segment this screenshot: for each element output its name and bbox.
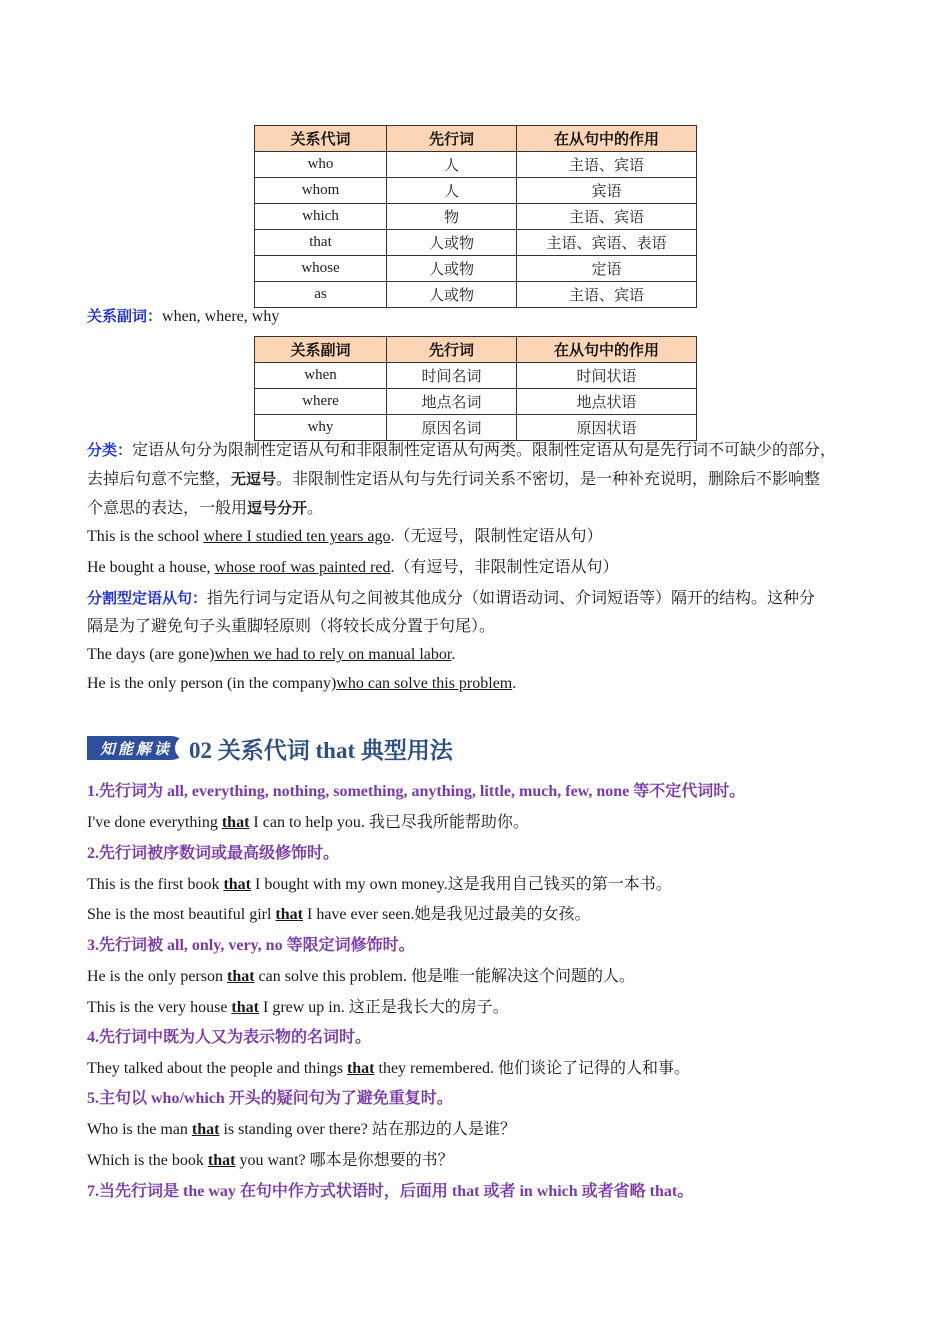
- text: I bought with my own money.这是我用自己钱买的第一本书。: [251, 876, 672, 893]
- table-cell: that: [255, 230, 387, 256]
- rule-heading: 4.先行词中既为人又为表示物的名词时。: [87, 1029, 372, 1046]
- text: He bought a house,: [87, 559, 215, 576]
- table-cell: 原因名词: [387, 415, 517, 441]
- table-cell: 人或物: [387, 256, 517, 282]
- text: 指先行词与定语从句之间被其他成分（如谓语动词、介词短语等）隔开的结构。这种分: [207, 590, 816, 607]
- header-cell: 先行词: [387, 337, 517, 363]
- text: is standing over there? 站在那边的人是谁？: [219, 1121, 516, 1138]
- header-cell: 在从句中的作用: [517, 126, 697, 152]
- rule-example: [87, 905, 590, 925]
- text: He is the only person (in the company): [87, 675, 337, 692]
- rule-heading: 7.当先行词是 the way 在句中作方式状语时，后面用 that 或者 in which 或者省略 that。: [87, 1183, 694, 1200]
- table-row: [255, 178, 697, 204]
- table-cell: when: [255, 363, 387, 389]
- table-cell: where: [255, 389, 387, 415]
- rule-example: [87, 998, 509, 1018]
- header-cell: 先行词: [387, 126, 517, 152]
- rule-example: [87, 1151, 454, 1171]
- underlined-clause: where I studied ten years ago: [203, 528, 391, 545]
- text: They talked about the people and things: [87, 1060, 347, 1077]
- badge-label: 知能解读: [99, 739, 172, 758]
- table-cell: 原因状语: [517, 415, 697, 441]
- header-cell: 关系副词: [255, 337, 387, 363]
- that-keyword: that: [223, 876, 251, 893]
- table-cell: 时间状语: [517, 363, 697, 389]
- rule-heading: 1.先行词为 all, everything, nothing, something, anything, little, much, few, none 等不定代词时。: [87, 783, 746, 800]
- that-keyword: that: [207, 1152, 236, 1169]
- classification-line-1: [87, 440, 836, 461]
- that-keyword: that: [226, 968, 255, 985]
- rule-heading: 3.先行词被 all, only, very, no 等限定词修饰时。: [87, 937, 415, 954]
- table-cell: 地点状语: [517, 389, 697, 415]
- table-row: [255, 230, 697, 256]
- text: 隔是为了避免句子头重脚轻原则（将较长成分置于句尾）。: [87, 618, 496, 635]
- classification-line-2: [87, 469, 820, 490]
- text: Which is the book: [87, 1152, 208, 1169]
- table-cell: 定语: [517, 256, 697, 282]
- table-row: [255, 256, 697, 282]
- rule-example: [87, 1059, 690, 1079]
- text: This is the very house: [87, 999, 232, 1016]
- table-cell: 时间名词: [387, 363, 517, 389]
- table-cell: who: [255, 152, 387, 178]
- split-clause-example-2: [87, 674, 516, 694]
- text: you want? 哪本是你想要的书？: [235, 1152, 454, 1169]
- table-cell: whom: [255, 178, 387, 204]
- text: He is the only person: [87, 968, 227, 985]
- text: I can to help you. 我已尽我所能帮助你。: [249, 814, 529, 831]
- text: 。非限制性定语从句与先行词关系不密切，是一种补充说明，删除后不影响整: [276, 471, 821, 488]
- classification-label: 分类：: [87, 441, 133, 459]
- rule-heading: 2.先行词被序数词或最高级修饰时。: [87, 845, 340, 862]
- split-clause-example-1: [87, 645, 455, 665]
- table-row: [255, 415, 697, 441]
- table-row: [255, 282, 697, 308]
- table-cell: 宾语: [517, 178, 697, 204]
- section-title: 02 关系代词 that 典型用法: [189, 737, 453, 763]
- rule-example: [87, 1120, 516, 1140]
- text: Who is the man: [87, 1121, 192, 1138]
- split-clause-label: 分割型定语从句：: [87, 589, 208, 607]
- text: 。: [307, 500, 324, 517]
- text: I grew up in. 这正是我长大的房子。: [258, 999, 509, 1016]
- table-cell: 主语、宾语: [517, 204, 697, 230]
- split-clause-line-1: [87, 588, 815, 609]
- table-row: [255, 204, 697, 230]
- table-cell: as: [255, 282, 387, 308]
- underlined-clause: whose roof was painted red: [214, 559, 391, 576]
- table-header-row: [255, 126, 697, 152]
- underlined-clause: who can solve this problem: [336, 675, 513, 692]
- table-header-row: [255, 337, 697, 363]
- text: .: [512, 675, 517, 692]
- table-cell: 人: [387, 152, 517, 178]
- table-row: [255, 363, 697, 389]
- text: 个意思的表达，一般用: [87, 500, 248, 517]
- text: .: [451, 646, 456, 663]
- table-row: [255, 152, 697, 178]
- text: She is the most beautiful girl: [87, 906, 276, 923]
- table-cell: 人或物: [387, 230, 517, 256]
- classification-text: 定语从句分为限制性定语从句和非限制性定语从句两类。限制性定语从句是先行词不可缺少的部分，: [132, 442, 837, 459]
- rule-example: [87, 875, 672, 895]
- text: 去掉后句意不完整，: [87, 471, 232, 488]
- adverbs-text: when, where, why: [162, 308, 280, 325]
- section-badge: [87, 736, 185, 760]
- text: This is the first book: [87, 876, 224, 893]
- bold-text: 逗号分开: [247, 499, 308, 517]
- table-cell: 主语、宾语、表语: [517, 230, 697, 256]
- rule-example: [87, 813, 529, 833]
- text: This is the school: [87, 528, 204, 545]
- text: can solve this problem. 他是唯一能解决这个问题的人。: [254, 968, 635, 985]
- text: .（有逗号，非限制性定语从句）: [390, 559, 619, 576]
- table-cell: 物: [387, 204, 517, 230]
- badge-notch-icon: [175, 736, 187, 760]
- table-cell: 地点名词: [387, 389, 517, 415]
- that-keyword: that: [275, 906, 303, 923]
- table-cell: why: [255, 415, 387, 441]
- classification-example-1: [87, 527, 603, 547]
- classification-example-2: [87, 558, 619, 578]
- table-cell: 人或物: [387, 282, 517, 308]
- relative-pronoun-table: [254, 125, 697, 308]
- that-keyword: that: [221, 814, 250, 831]
- rule-example: [87, 967, 635, 987]
- table-cell: 主语、宾语: [517, 152, 697, 178]
- text: I've done everything: [87, 814, 222, 831]
- that-keyword: that: [231, 999, 259, 1016]
- underlined-clause: when we had to rely on manual labor: [214, 646, 452, 663]
- table-cell: which: [255, 204, 387, 230]
- bold-text: 无逗号: [231, 470, 277, 488]
- rule-heading: 5.主句以 who/which 开头的疑问句为了避免重复时。: [87, 1090, 453, 1107]
- adverbs-line: [87, 306, 279, 327]
- split-clause-line-2: [87, 617, 495, 637]
- text: .（无逗号，限制性定语从句）: [390, 528, 603, 545]
- table-row: [255, 389, 697, 415]
- text: The days (are gone): [87, 646, 215, 663]
- header-cell: 在从句中的作用: [517, 337, 697, 363]
- table-cell: 主语、宾语: [517, 282, 697, 308]
- relative-adverb-table: [254, 336, 697, 441]
- that-keyword: that: [191, 1121, 220, 1138]
- classification-line-3: [87, 498, 323, 519]
- text: I have ever seen.她是我见过最美的女孩。: [302, 906, 591, 923]
- text: they remembered. 他们谈论了记得的人和事。: [374, 1060, 691, 1077]
- header-cell: 关系代词: [255, 126, 387, 152]
- adverbs-label: 关系副词：: [87, 307, 163, 325]
- that-keyword: that: [346, 1060, 375, 1077]
- table-cell: 人: [387, 178, 517, 204]
- section-heading: [87, 734, 453, 762]
- table-cell: whose: [255, 256, 387, 282]
